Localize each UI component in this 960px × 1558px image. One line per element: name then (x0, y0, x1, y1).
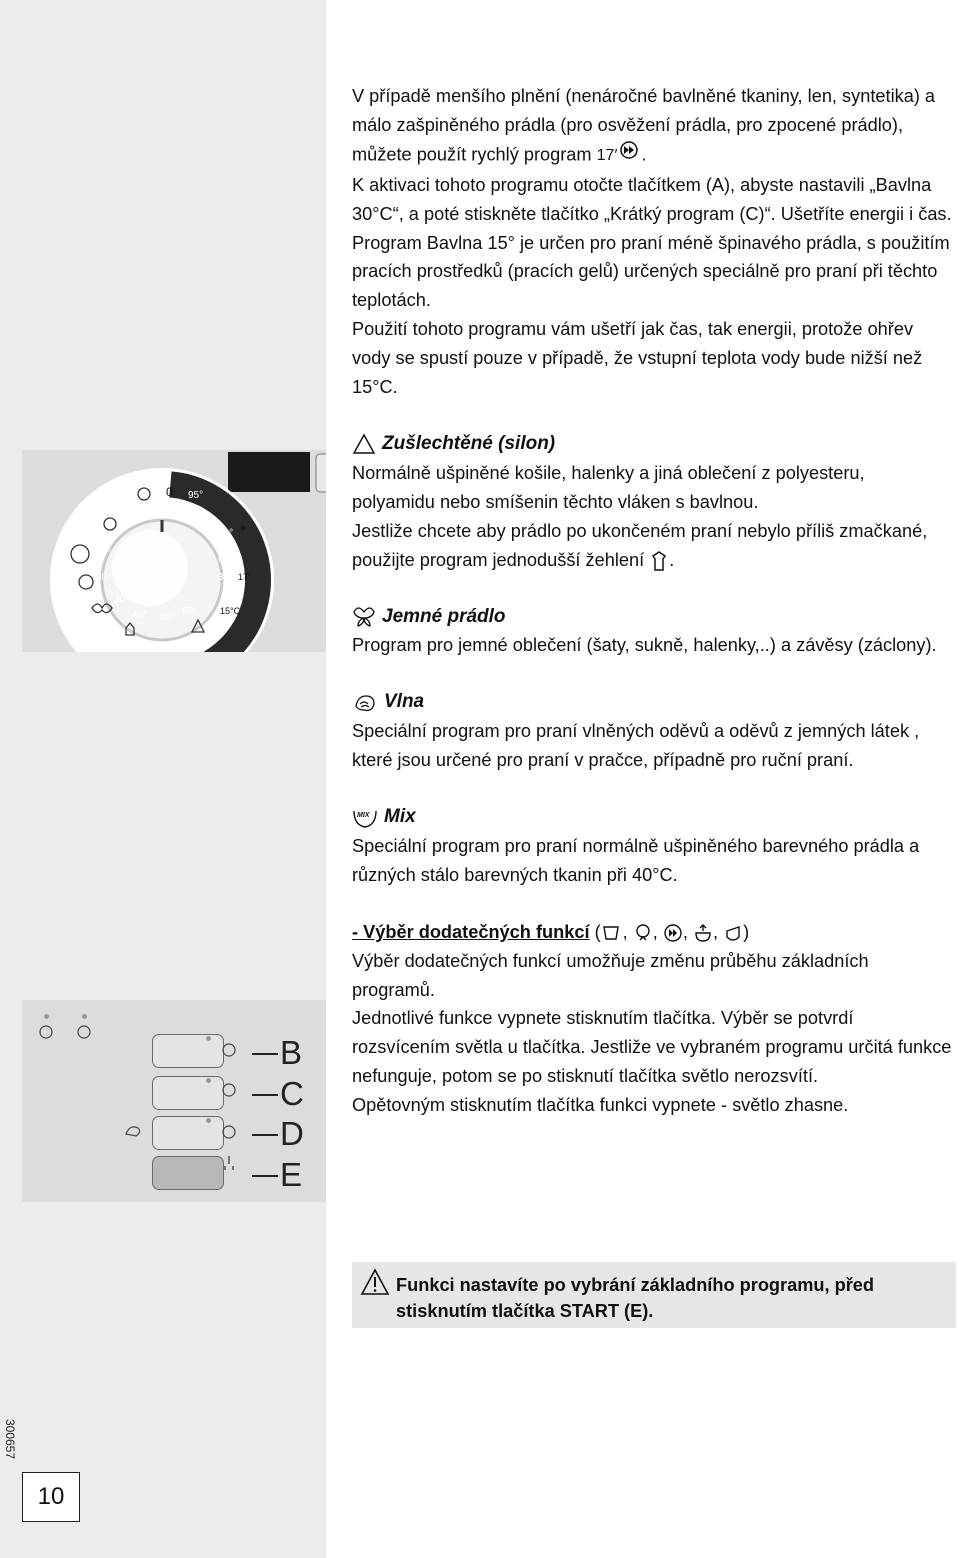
extra-paragraph-1: Výběr dodatečných funkcí umožňuje změnu průběhu základních programů. (352, 950, 869, 1000)
easy-iron-icon (649, 550, 669, 572)
extra-functions-heading: - Výběr dodatečných funkcí ( , , , , ) (352, 921, 750, 942)
synthetic-heading (352, 430, 952, 459)
button-e-start (152, 1156, 224, 1190)
dial-label-30b: 30° (96, 572, 112, 583)
label-line-c (252, 1094, 278, 1096)
wool-icon (352, 692, 378, 714)
document-code: 300657 (3, 1418, 18, 1460)
synthetic-p2-end: . (669, 549, 675, 570)
led-b (206, 1036, 211, 1041)
synthetic-p2-text: Jestliže chcete aby prádlo po ukončeném praní nebylo příliš zmačkané, použijte program jednodušší žehlení (352, 520, 928, 570)
butterfly-icon (352, 606, 376, 628)
synthetic-title: Zušlechtěné (silon) (382, 432, 556, 454)
button-d (152, 1116, 224, 1150)
display-button-edge (316, 454, 326, 492)
spin-reduce-icon (223, 1044, 235, 1056)
dial-label-40c: 40° (96, 548, 112, 559)
label-b: B (280, 1034, 303, 1071)
stain-icon (723, 923, 743, 943)
indicator-led-1 (44, 1014, 49, 1019)
label-line-d (252, 1134, 278, 1136)
hand-icon (122, 1120, 146, 1140)
prewash-icon (601, 923, 623, 943)
mix-title: Mix (384, 806, 416, 828)
dial-label-95: 95° (188, 490, 204, 501)
warning-text: Funkci nastavíte po vybrání základního programu, před stisknutím tlačítka START (E). (396, 1275, 875, 1321)
extra-paragraph-3: Opětovným stisknutím tlačítka funkci vypnete - světlo zhasne. (352, 1095, 849, 1116)
synthetic-paragraph-1: Normálně ušpiněné košile, halenky a jiná oblečení z polyesteru, polyamidu nebo smíšenin těchto vláken s bavlnou. (352, 462, 865, 512)
dial-label-60b: 60° (218, 554, 234, 565)
extra-title-close: ) (743, 921, 750, 942)
extra-rinse-icon (223, 1126, 235, 1138)
synthetic-icon (352, 433, 376, 455)
program-dial-illustration (22, 450, 326, 652)
mix-icon (352, 805, 378, 829)
dial-label-40b: 40° (160, 612, 176, 623)
intro-paragraph-3: Program Bavlna 15° je určen pro praní méně špinavého prádla, s použitím pracích prostředků (pracích gelů) určených speciálně pro praní při těchto teplotách. (352, 232, 950, 311)
extra-functions-title: - Výběr dodatečných funkcí (352, 921, 590, 942)
label-c: C (280, 1075, 304, 1112)
spin-icon (78, 1026, 90, 1038)
dial-label-30a: 30° (114, 594, 130, 605)
page-number: 10 (22, 1472, 80, 1522)
label-e: E (280, 1156, 303, 1193)
dial-label-60c: 60° (182, 606, 198, 617)
dial-label-17: 17′ (238, 572, 250, 582)
quick-program-icon (597, 140, 642, 171)
led-c (206, 1078, 211, 1083)
main-content (352, 82, 952, 1120)
button-function-icons (218, 1042, 240, 1172)
dial-label-40a: 40° (132, 610, 148, 621)
warning-box (352, 1262, 956, 1328)
intro-paragraph-2: K aktivaci tohoto programu otočte tlačítkem (A), abyste nastavili „Bavlna 30°C“, a poté stiskněte tlačítko „Krátký program (C)“. Ušetříte energii i čas. (352, 174, 952, 224)
dial-label-60a: 60° (218, 528, 234, 539)
label-line-b (252, 1053, 278, 1055)
delicate-paragraph-1: Program pro jemné oblečení (šaty, sukně, halenky,..) a závěsy (záclony). (352, 635, 937, 656)
mix-heading (352, 803, 952, 832)
mix-paragraph-1: Speciální program pro praní normálně ušpiněného barevného prádla a různých stálo barevných tkanin při 40°C. (352, 835, 920, 885)
intro-p1-end: . (641, 144, 647, 165)
warning-icon (360, 1268, 390, 1296)
label-d: D (280, 1115, 304, 1152)
delicate-heading (352, 603, 952, 632)
wool-heading (352, 688, 952, 717)
dial-label-30: 30° (218, 572, 234, 583)
button-b (152, 1034, 224, 1068)
label-line-e (252, 1175, 278, 1177)
button-c (152, 1076, 224, 1110)
extra-paragraph-2: Jednotlivé funkce vypnete stisknutím tlačítka. Výběr se potvrdí rozsvícením světla u tlačítka. Jestliže ve vybraném programu určitá funkce nefunguje, potom se po stisknutí tlačítka světlo nerozsvítí. (352, 1008, 952, 1087)
panel-top-icons (36, 1022, 116, 1042)
led-d (206, 1118, 211, 1123)
delicate-title: Jemné prádlo (382, 605, 506, 627)
start-pause-icon (225, 1156, 233, 1170)
display-window (228, 452, 310, 492)
quick-program-icon-label: 17′ (596, 146, 618, 164)
dial-label-0: 0 (166, 485, 173, 499)
spin-reduce-icon (633, 923, 653, 943)
short-program-icon (663, 923, 683, 943)
function-buttons-illustration (22, 1000, 326, 1202)
dial-label-plus: + (240, 521, 248, 535)
extra-title-open: ( (589, 921, 601, 942)
intro-p1-text: V případě menšího plnění (nenáročné bavlněné tkaniny, len, syntetika) a málo zašpiněného prádla (pro osvěžení prádla, pro zpocené prádlo), můžete použít rychlý program (352, 86, 936, 165)
short-program-icon (223, 1084, 235, 1096)
dial-label-15c: 15°C (220, 606, 241, 616)
left-sidebar (0, 0, 326, 1558)
program-dial-graphic (22, 450, 326, 652)
synthetic-paragraph-2 (352, 517, 952, 575)
extra-rinse-icon (693, 923, 713, 943)
intro-paragraph-4: Použití tohoto programu vám ušetří jak čas, tak energii, protože ohřev vody se spustí pouze v případě, že vstupní teplota vody bude nižší než 15°C. (352, 319, 923, 398)
stain-icon (40, 1026, 52, 1038)
wool-title: Vlna (384, 691, 425, 713)
mix-icon-label: MIX (357, 812, 370, 820)
indicator-led-2 (82, 1014, 87, 1019)
intro-paragraph-1 (352, 82, 952, 171)
wool-paragraph-1: Speciální program pro praní vlněných oděvů a oděvů z jemných látek , které jsou určené pro praní v pračce, případně pro ruční praní. (352, 721, 920, 771)
